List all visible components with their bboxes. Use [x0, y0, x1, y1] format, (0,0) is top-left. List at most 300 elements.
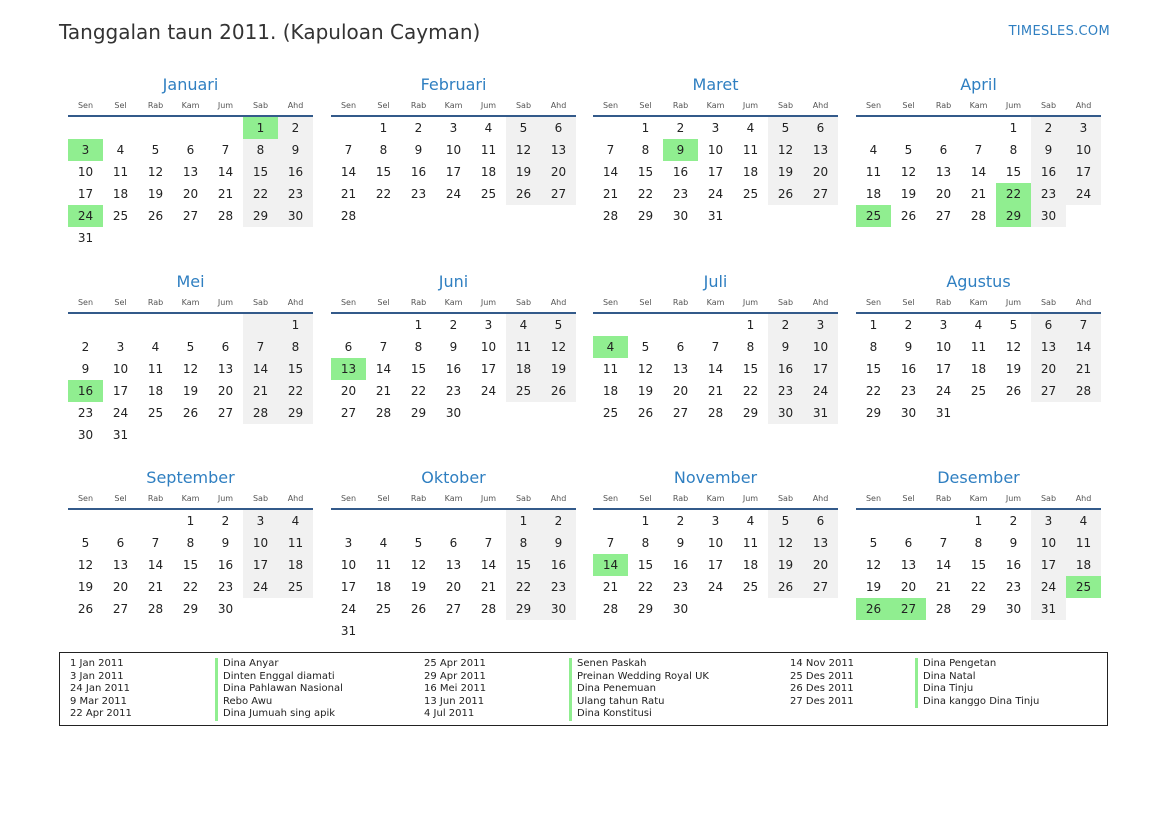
weekday-header: Jum	[471, 97, 506, 116]
empty-cell	[506, 620, 541, 642]
day-cell: 13	[803, 139, 838, 161]
month-table	[593, 490, 838, 620]
weekday-header: Jum	[471, 490, 506, 509]
day-cell: 2	[278, 116, 313, 139]
weekday-header: Sab	[1031, 97, 1066, 116]
day-cell: 22	[506, 576, 541, 598]
day-cell: 9	[541, 532, 576, 554]
empty-cell	[803, 205, 838, 227]
weekday-header: Kam	[436, 490, 471, 509]
day-cell: 5	[768, 116, 803, 139]
month-mei	[68, 270, 313, 446]
day-cell: 16	[672, 165, 689, 179]
day-cell: 18	[480, 165, 497, 179]
legend-date: 26 Des 2011	[790, 683, 854, 695]
day-cell: 9	[449, 340, 458, 354]
day-cell: 22	[375, 187, 392, 201]
day-cell: 29	[182, 602, 199, 616]
day-cell: 30	[445, 406, 462, 420]
legend-holiday-name: Preinan Wedding Royal UK	[569, 671, 709, 684]
empty-cell	[68, 116, 103, 139]
day-cell: 11	[506, 336, 541, 358]
day-cell: 7	[939, 536, 948, 550]
day-cell: 26	[900, 209, 917, 223]
day-cell: 16	[1031, 161, 1066, 183]
day-cell: 27	[1031, 380, 1066, 402]
empty-cell	[663, 313, 698, 336]
day-cell: 8	[379, 143, 388, 157]
day-cell: 4	[1066, 509, 1101, 532]
day-cell: 6	[904, 536, 913, 550]
day-cell: 19	[768, 554, 803, 576]
month-table	[331, 490, 576, 642]
day-cell: 5	[81, 536, 90, 550]
empty-cell	[996, 402, 1031, 424]
day-cell: 10	[935, 340, 952, 354]
day-cell: 1	[379, 121, 388, 135]
day-cell: 14	[602, 165, 619, 179]
day-cell: 20	[182, 187, 199, 201]
day-cell: 13	[541, 139, 576, 161]
empty-cell	[401, 620, 436, 642]
day-cell: 28	[602, 602, 619, 616]
day-cell: 3	[68, 139, 103, 161]
day-cell: 9	[904, 340, 913, 354]
day-cell: 15	[637, 165, 654, 179]
day-cell: 29	[970, 602, 987, 616]
day-cell: 4	[506, 313, 541, 336]
empty-cell	[401, 205, 436, 227]
day-cell: 1	[186, 514, 195, 528]
day-cell: 27	[112, 602, 129, 616]
legend-col1-dates	[70, 658, 132, 721]
day-cell: 27	[803, 183, 838, 205]
legend-holiday-name: Dina Anyar	[215, 658, 343, 671]
day-cell: 22	[637, 580, 654, 594]
day-cell: 15	[375, 165, 392, 179]
day-cell: 9	[414, 143, 423, 157]
day-cell: 17	[803, 358, 838, 380]
day-cell: 16	[900, 362, 917, 376]
day-cell: 1	[506, 509, 541, 532]
weekday-header: Kam	[173, 97, 208, 116]
day-cell: 3	[939, 318, 948, 332]
day-cell: 18	[742, 558, 759, 572]
legend-col2-dates	[424, 658, 486, 721]
month-agustus	[856, 270, 1101, 424]
day-cell: 2	[541, 509, 576, 532]
weekday-header: Sen	[68, 294, 103, 313]
day-cell: 7	[151, 536, 160, 550]
month-oktober	[331, 466, 576, 642]
day-cell: 19	[541, 358, 576, 380]
empty-cell	[593, 509, 628, 532]
day-cell: 15	[182, 558, 199, 572]
day-cell: 11	[742, 143, 759, 157]
day-cell: 4	[379, 536, 388, 550]
empty-cell	[506, 205, 541, 227]
day-cell: 11	[480, 143, 497, 157]
day-cell: 29	[410, 406, 427, 420]
day-cell: 3	[1066, 116, 1101, 139]
empty-cell	[366, 620, 401, 642]
day-cell: 13	[672, 362, 689, 376]
weekday-header: Ahd	[541, 490, 576, 509]
day-cell: 25	[856, 205, 891, 227]
day-cell: 19	[900, 187, 917, 201]
day-cell: 10	[77, 165, 94, 179]
empty-cell	[138, 227, 173, 249]
empty-cell	[173, 424, 208, 446]
weekday-header: Rab	[138, 294, 173, 313]
month-name: Februari	[420, 75, 487, 94]
day-cell: 8	[974, 536, 983, 550]
day-cell: 22	[970, 580, 987, 594]
day-cell: 5	[904, 143, 913, 157]
empty-cell	[471, 205, 506, 227]
weekday-header: Sab	[768, 490, 803, 509]
day-cell: 4	[869, 143, 878, 157]
weekday-header: Jum	[733, 294, 768, 313]
empty-cell	[173, 116, 208, 139]
empty-cell	[926, 509, 961, 532]
empty-cell	[541, 205, 576, 227]
day-cell: 18	[742, 165, 759, 179]
weekday-header: Sen	[856, 97, 891, 116]
legend-col1-names	[215, 658, 343, 721]
day-cell: 8	[506, 532, 541, 554]
empty-cell	[1031, 402, 1066, 424]
day-cell: 12	[865, 558, 882, 572]
day-cell: 23	[672, 187, 689, 201]
day-cell: 20	[1031, 358, 1066, 380]
legend-col2-names	[569, 658, 709, 721]
day-cell: 10	[1031, 532, 1066, 554]
day-cell: 4	[593, 336, 628, 358]
empty-cell	[366, 313, 401, 336]
day-cell: 17	[480, 362, 497, 376]
day-cell: 11	[970, 340, 987, 354]
weekday-header: Jum	[996, 490, 1031, 509]
weekday-header: Rab	[138, 97, 173, 116]
day-cell: 5	[641, 340, 650, 354]
day-cell: 9	[1009, 536, 1018, 550]
day-cell: 30	[541, 598, 576, 620]
day-cell: 8	[746, 340, 755, 354]
weekday-header: Ahd	[803, 97, 838, 116]
weekday-header: Sab	[506, 294, 541, 313]
day-cell: 23	[217, 580, 234, 594]
empty-cell	[593, 116, 628, 139]
day-cell: 15	[970, 558, 987, 572]
day-cell: 31	[77, 231, 94, 245]
month-juli	[593, 270, 838, 424]
month-table	[68, 294, 313, 446]
day-cell: 2	[768, 313, 803, 336]
brand-link[interactable]: TIMESLES.COM	[1008, 24, 1110, 39]
empty-cell	[208, 227, 243, 249]
day-cell: 22	[278, 380, 313, 402]
day-cell: 24	[340, 602, 357, 616]
weekday-header: Sen	[331, 294, 366, 313]
day-cell: 28	[935, 602, 952, 616]
day-cell: 8	[186, 536, 195, 550]
weekday-header: Sel	[366, 490, 401, 509]
weekday-header: Ahd	[278, 490, 313, 509]
day-cell: 10	[707, 143, 724, 157]
day-cell: 25	[742, 580, 759, 594]
weekday-header: Kam	[961, 294, 996, 313]
day-cell: 13	[331, 358, 366, 380]
day-cell: 17	[1066, 161, 1101, 183]
month-name: September	[146, 468, 235, 487]
day-cell: 22	[637, 187, 654, 201]
empty-cell	[103, 313, 138, 336]
legend-date: 13 Jun 2011	[424, 695, 485, 707]
day-cell: 2	[81, 340, 90, 354]
month-name: Juli	[703, 272, 728, 291]
weekday-header: Sel	[103, 97, 138, 116]
day-cell: 15	[278, 358, 313, 380]
empty-cell	[1066, 598, 1101, 620]
empty-cell	[768, 205, 803, 227]
day-cell: 2	[676, 121, 685, 135]
day-cell: 12	[541, 336, 576, 358]
month-name: Agustus	[946, 272, 1011, 291]
empty-cell	[856, 116, 891, 139]
legend-holiday-name: Dina Konstitusi	[569, 708, 709, 721]
empty-cell	[593, 313, 628, 336]
empty-cell	[803, 598, 838, 620]
day-cell: 3	[1031, 509, 1066, 532]
day-cell: 23	[77, 406, 94, 420]
weekday-header: Kam	[698, 490, 733, 509]
day-cell: 9	[1031, 139, 1066, 161]
month-table	[68, 490, 313, 620]
day-cell: 7	[243, 336, 278, 358]
day-cell: 1	[243, 116, 278, 139]
day-cell: 18	[602, 384, 619, 398]
weekday-header: Sab	[506, 490, 541, 509]
day-cell: 19	[147, 187, 164, 201]
day-cell: 24	[707, 187, 724, 201]
day-cell: 21	[340, 187, 357, 201]
day-cell: 16	[217, 558, 234, 572]
day-cell: 12	[77, 558, 94, 572]
day-cell: 7	[484, 536, 493, 550]
day-cell: 11	[1066, 532, 1101, 554]
day-cell: 8	[869, 340, 878, 354]
day-cell: 24	[1031, 576, 1066, 598]
legend-holiday-name: Dina Jumuah sing apik	[215, 708, 343, 721]
day-cell: 17	[243, 554, 278, 576]
empty-cell	[1066, 402, 1101, 424]
holiday-legend	[59, 652, 1108, 726]
day-cell: 12	[147, 165, 164, 179]
legend-holiday-name: Dina Natal	[915, 671, 1039, 684]
weekday-header: Jum	[208, 490, 243, 509]
day-cell: 2	[221, 514, 230, 528]
legend-date: 24 Jan 2011	[70, 683, 130, 695]
day-cell: 24	[707, 580, 724, 594]
weekday-header: Kam	[173, 294, 208, 313]
day-cell: 20	[340, 384, 357, 398]
weekday-header: Ahd	[541, 294, 576, 313]
day-cell: 28	[602, 209, 619, 223]
day-cell: 19	[865, 580, 882, 594]
month-name: April	[960, 75, 997, 94]
weekday-header: Sen	[856, 490, 891, 509]
empty-cell	[541, 402, 576, 424]
legend-date: 1 Jan 2011	[70, 658, 124, 669]
empty-cell	[471, 402, 506, 424]
day-cell: 9	[221, 536, 230, 550]
day-cell: 23	[768, 380, 803, 402]
day-cell: 26	[768, 576, 803, 598]
day-cell: 4	[151, 340, 160, 354]
weekday-header: Ahd	[803, 294, 838, 313]
day-cell: 8	[641, 143, 650, 157]
day-cell: 3	[711, 121, 720, 135]
weekday-header: Sel	[628, 490, 663, 509]
empty-cell	[891, 116, 926, 139]
empty-cell	[891, 509, 926, 532]
day-cell: 10	[243, 532, 278, 554]
day-cell: 2	[904, 318, 913, 332]
day-cell: 19	[182, 384, 199, 398]
month-september	[68, 466, 313, 620]
day-cell: 28	[970, 209, 987, 223]
day-cell: 7	[711, 340, 720, 354]
day-cell: 6	[803, 116, 838, 139]
day-cell: 19	[506, 161, 541, 183]
day-cell: 24	[68, 205, 103, 227]
day-cell: 9	[278, 139, 313, 161]
day-cell: 17	[707, 558, 724, 572]
day-cell: 24	[112, 406, 129, 420]
weekday-header: Kam	[436, 97, 471, 116]
day-cell: 29	[742, 406, 759, 420]
empty-cell	[436, 205, 471, 227]
empty-cell	[68, 509, 103, 532]
day-cell: 6	[221, 340, 230, 354]
day-cell: 19	[410, 580, 427, 594]
empty-cell	[768, 598, 803, 620]
day-cell: 6	[803, 509, 838, 532]
empty-cell	[856, 509, 891, 532]
weekday-header: Sen	[331, 490, 366, 509]
day-cell: 25	[602, 406, 619, 420]
day-cell: 8	[243, 139, 278, 161]
empty-cell	[471, 509, 506, 532]
day-cell: 21	[480, 580, 497, 594]
day-cell: 24	[803, 380, 838, 402]
day-cell: 22	[865, 384, 882, 398]
day-cell: 7	[221, 143, 230, 157]
day-cell: 1	[414, 318, 423, 332]
empty-cell	[138, 509, 173, 532]
day-cell: 30	[672, 209, 689, 223]
weekday-header: Ahd	[278, 97, 313, 116]
month-november	[593, 466, 838, 620]
day-cell: 4	[974, 318, 983, 332]
weekday-header: Sel	[366, 294, 401, 313]
empty-cell	[436, 509, 471, 532]
weekday-header: Sen	[593, 294, 628, 313]
day-cell: 7	[1066, 313, 1101, 336]
month-table	[593, 97, 838, 227]
weekday-header: Sab	[243, 97, 278, 116]
day-cell: 24	[1066, 183, 1101, 205]
weekday-header: Kam	[961, 97, 996, 116]
month-name: Oktober	[421, 468, 486, 487]
day-cell: 16	[672, 558, 689, 572]
weekday-header: Sel	[103, 490, 138, 509]
month-name: Desember	[937, 468, 1020, 487]
weekday-header: Kam	[173, 490, 208, 509]
day-cell: 22	[182, 580, 199, 594]
empty-cell	[541, 620, 576, 642]
day-cell: 26	[182, 406, 199, 420]
month-maret	[593, 73, 838, 227]
day-cell: 5	[1009, 318, 1018, 332]
day-cell: 29	[865, 406, 882, 420]
day-cell: 6	[541, 116, 576, 139]
weekday-header: Sab	[768, 97, 803, 116]
day-cell: 23	[1005, 580, 1022, 594]
weekday-header: Kam	[961, 490, 996, 509]
day-cell: 25	[970, 384, 987, 398]
day-cell: 26	[147, 209, 164, 223]
empty-cell	[173, 227, 208, 249]
weekday-header: Sab	[1031, 294, 1066, 313]
weekday-header: Kam	[698, 294, 733, 313]
day-cell: 16	[278, 161, 313, 183]
empty-cell	[628, 313, 663, 336]
day-cell: 16	[68, 380, 103, 402]
day-cell: 21	[970, 187, 987, 201]
empty-cell	[103, 227, 138, 249]
weekday-header: Sab	[506, 97, 541, 116]
day-cell: 26	[856, 598, 891, 620]
day-cell: 5	[414, 536, 423, 550]
day-cell: 15	[1005, 165, 1022, 179]
day-cell: 19	[77, 580, 94, 594]
day-cell: 15	[637, 558, 654, 572]
day-cell: 26	[410, 602, 427, 616]
weekday-header: Ahd	[541, 97, 576, 116]
day-cell: 4	[746, 121, 755, 135]
day-cell: 11	[278, 532, 313, 554]
legend-holiday-name: Dinten Enggal diamati	[215, 671, 343, 684]
day-cell: 12	[768, 139, 803, 161]
day-cell: 10	[340, 558, 357, 572]
weekday-header: Rab	[926, 97, 961, 116]
day-cell: 24	[445, 187, 462, 201]
weekday-header: Sab	[1031, 490, 1066, 509]
empty-cell	[278, 424, 313, 446]
day-cell: 11	[375, 558, 392, 572]
day-cell: 1	[278, 313, 313, 336]
day-cell: 10	[445, 143, 462, 157]
day-cell: 13	[803, 532, 838, 554]
empty-cell	[103, 116, 138, 139]
day-cell: 30	[217, 602, 234, 616]
month-juni	[331, 270, 576, 424]
legend-date: 22 Apr 2011	[70, 708, 132, 720]
day-cell: 30	[77, 428, 94, 442]
weekday-header: Kam	[436, 294, 471, 313]
